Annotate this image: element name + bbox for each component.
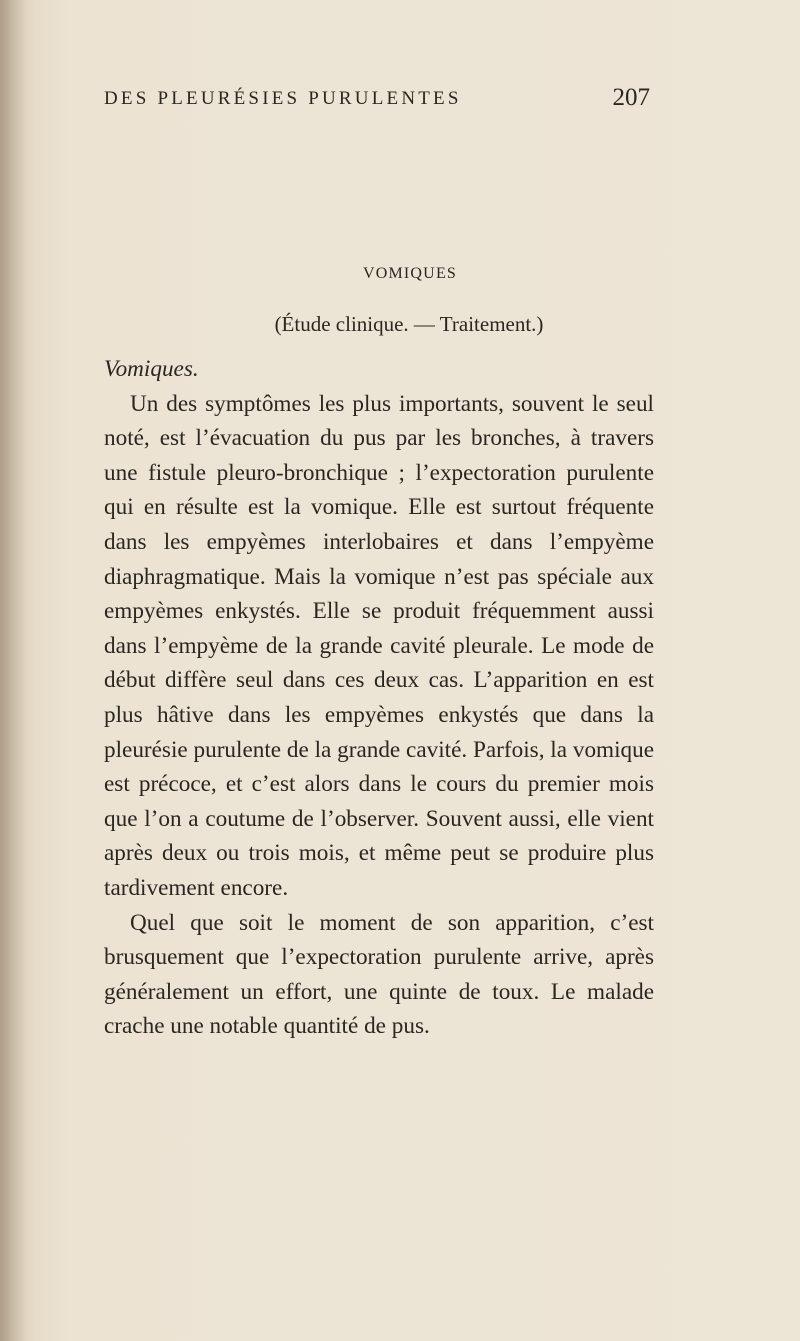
paragraph: Quel que soit le moment de son apparition, c’est brusquement que l’expectoration purulente arrive, après généralement un effort, une quinte de toux. Le malade crache une notable quantité de pus. xyxy=(104,909,654,1040)
body-text xyxy=(104,352,654,1044)
section-title: VOMIQUES xyxy=(362,265,458,282)
running-head xyxy=(0,84,800,118)
page-gutter-shadow xyxy=(0,0,26,1341)
paragraph-heading: Vomiques. xyxy=(104,356,199,382)
running-head-title: DES PLEURÉSIES PURULENTES xyxy=(104,88,462,109)
section-subtitle: (Étude clinique. — Traitement.) xyxy=(274,312,544,336)
paragraph: Un des symptômes les plus importants, souvent le seul noté, est l’évacuation du pus par les bronches, à travers une fistule pleuro-bronchique ; l’expectoration purulente qui en résulte est la vomique. Elle est surtout fréquente dans les empyèmes interlobaires et dans l’empyème diaphragmatique. Mais la vomique n’est pas spéciale aux empyèmes enkystés. Elle se produit fréquemment aussi dans l’empyème de la grande cavité pleurale. Le mode de début diffère seul dans ces deux cas. L’apparition en est plus hâtive dans les empyèmes enkystés que dans la pleurésie purulente de la grande cavité. Parfois, la vomique est précoce, et c’est alors dans le cours du premier mois que l’on a coutume de l’observer. Souvent aussi, elle vient après deux ou trois mois, et même peut se produire plus tardivement encore. xyxy=(104,390,654,901)
page-number: 207 xyxy=(612,84,650,111)
